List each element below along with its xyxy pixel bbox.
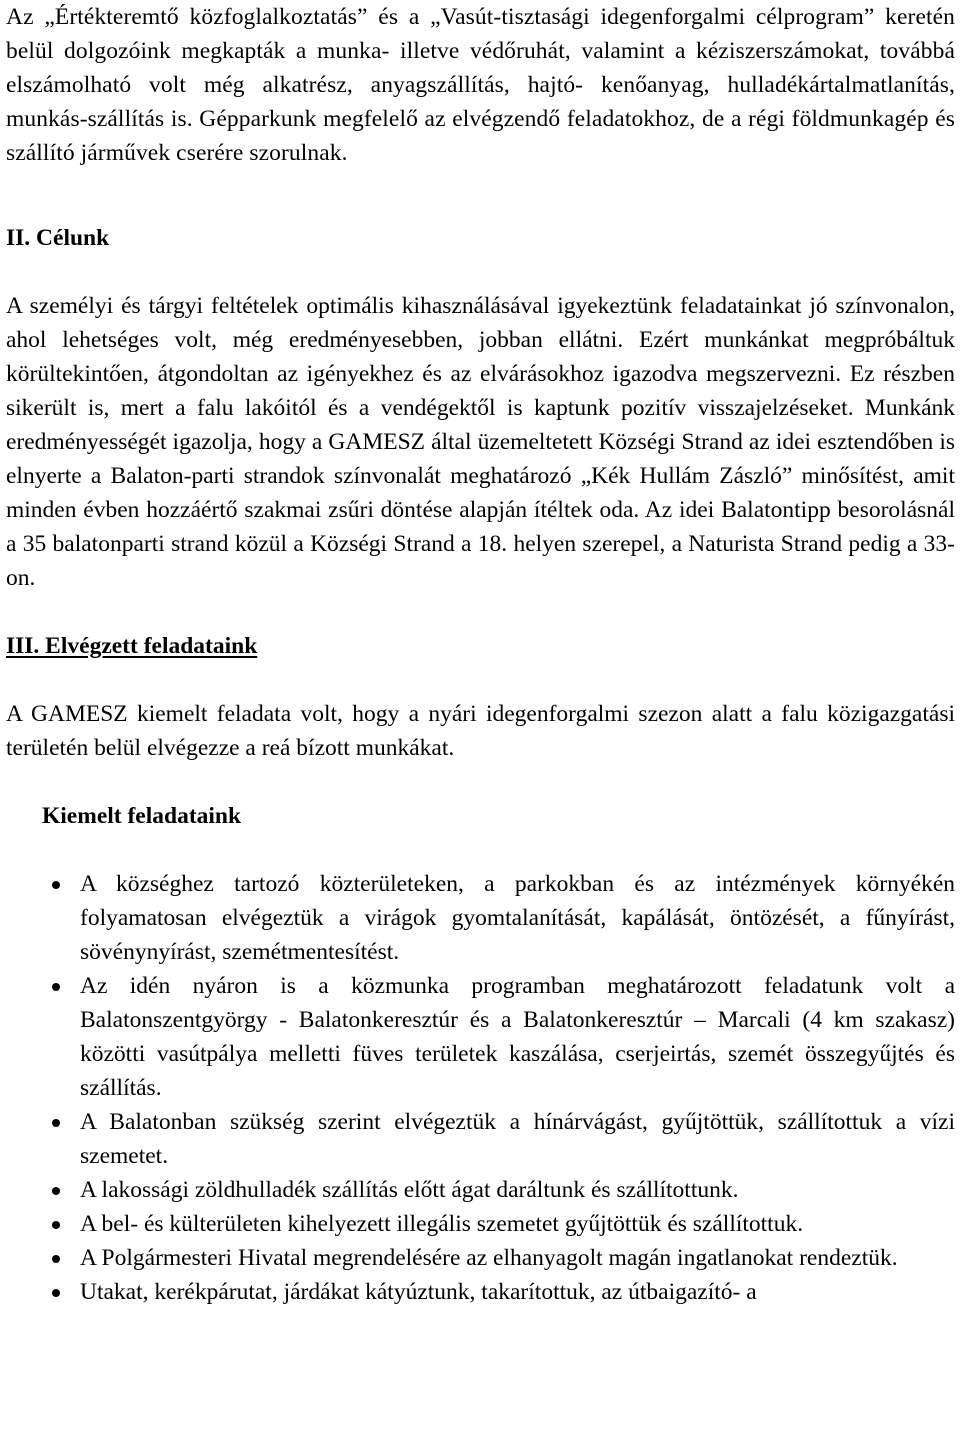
task-list-item — [6, 1241, 955, 1275]
spacer — [6, 595, 955, 629]
task-list-item — [6, 1173, 955, 1207]
task-list — [6, 867, 955, 1309]
bullet-icon — [52, 881, 60, 889]
spacer — [6, 170, 955, 221]
task-text: A községhez tartozó közterületeken, a parkokban és az intézmények környékén folyamatosan elvégeztük a virágok gyomtalanítását, kapálását, öntözését, a fűnyírást, sövénynyírást, szemétmentesítést. — [80, 871, 955, 965]
task-text: A lakossági zöldhulladék szállítás előtt ágat daráltunk és szállítottunk. — [80, 1177, 739, 1203]
bullet-icon — [52, 1221, 60, 1229]
spacer — [6, 255, 955, 289]
celunk-paragraph: A személyi és tárgyi feltételek optimális kihasználásával igyekeztünk feladatainkat jó színvonalon, ahol lehetséges volt, még eredményesebben, jobban ellátni. Ezért munkánkat megpróbáltuk körültekintően, átgondoltan az igényekhez és az elvárásokhoz igazodva megszervezni. Ez részben sikerült is, mert a falu lakóitól és a vendégektől is kaptunk pozitív visszajelzéseket. Munkánk eredményességét igazolja, hogy a GAMESZ által üzemeltetett Községi Strand az idei esztendőben is elnyerte a Balaton-parti strandok színvonalát meghatározó „Kék Hullám Zászló” minősítést, amit minden évben hozzáértő szakmai zsűri döntése alapján ítéltek oda. Az idei Balatontipp besorolásnál a 35 balatonparti strand közül a Községi Strand a 18. helyen szerepel, a Naturista Strand pedig a 33-on. — [6, 293, 955, 591]
bullet-icon — [52, 983, 60, 991]
spacer — [6, 765, 955, 799]
intro-paragraph: Az „Értékteremtő közfoglalkoztatás” és a „Vasút-tisztasági idegenforgalmi célprogram” keretén belül dolgozóink megkapták a munka- illetve védőruhát, valamint a kéziszerszámokat, továbbá elszámolható volt még alkatrész, anyagszállítás, hajtó- kenőanyag, hulladékártalmatlanítás, munkás-szállítás is. Gépparkunk megfelelő az elvégzendő feladatokhoz, de a régi földmunkagép és szállító járművek cserére szorulnak. — [6, 4, 955, 166]
sub-heading-kiemelt-feladataink: Kiemelt feladataink — [42, 803, 242, 829]
bullet-icon — [52, 1119, 60, 1127]
spacer — [6, 663, 955, 697]
task-list-item — [6, 1105, 955, 1173]
task-list-item — [6, 969, 955, 1105]
task-text: Az idén nyáron is a közmunka programban meghatározott feladatunk volt a Balatonszentgyörgy - Balatonkeresztúr és a Balatonkeresztúr – Marcali (4 km szakasz) közötti vasútpálya melletti füves területek kaszálása, cserjeirtás, szemét összegyűjtés és szállítás. — [80, 973, 955, 1101]
task-text: A bel- és külterületen kihelyezett illegális szemetet gyűjtöttük és szállítottuk. — [80, 1211, 804, 1237]
task-text: Utakat, kerékpárutat, járdákat kátyúztunk, takarítottuk, az útbaigazító- a — [80, 1279, 757, 1305]
bullet-icon — [52, 1187, 60, 1195]
bullet-icon — [52, 1255, 60, 1263]
section-heading-elvegzett-feladataink: III. Elvégzett feladataink — [6, 633, 258, 659]
task-list-item — [6, 1275, 955, 1309]
task-list-item — [6, 867, 955, 969]
task-list-item — [6, 1207, 955, 1241]
task-text: A Balatonban szükség szerint elvégeztük a hínárvágást, gyűjtöttük, szállítottuk a vízi szemetet. — [80, 1109, 955, 1169]
task-text: A Polgármesteri Hivatal megrendelésére az elhanyagolt magán ingatlanokat rendeztük. — [80, 1245, 898, 1271]
spacer — [6, 833, 955, 867]
section-heading-celunk: II. Célunk — [6, 225, 110, 251]
bullet-icon — [52, 1289, 60, 1297]
gamesz-paragraph: A GAMESZ kiemelt feladata volt, hogy a nyári idegenforgalmi szezon alatt a falu közigazgatási területén belül elvégezze a reá bízott munkákat. — [6, 701, 955, 761]
document-page — [6, 0, 955, 1456]
